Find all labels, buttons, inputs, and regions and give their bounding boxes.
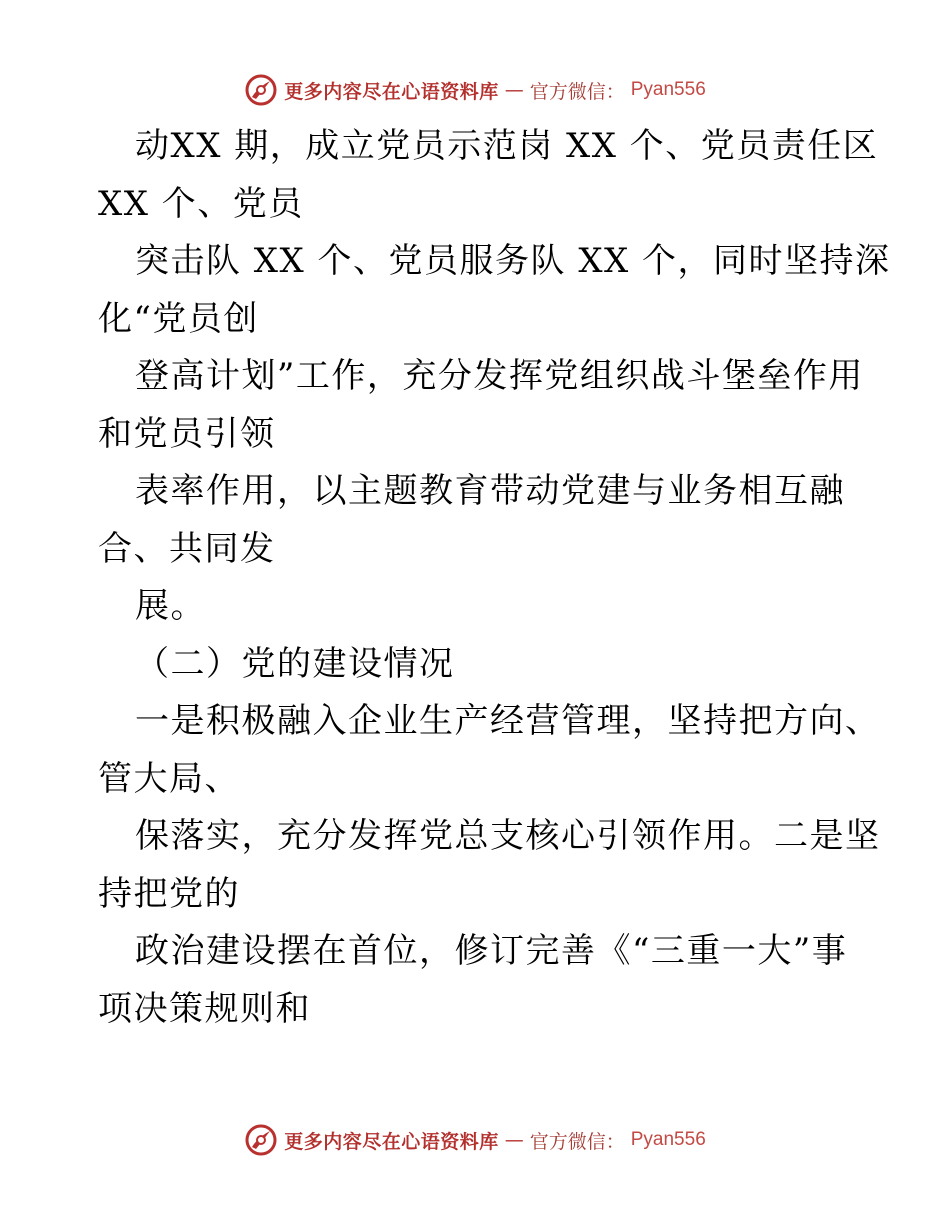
watermark-dash: —: [504, 1129, 524, 1151]
body-line: 管大局、: [98, 758, 240, 799]
brand-logo-icon: [244, 1123, 278, 1157]
section-heading: （二）党的建设情况: [135, 643, 455, 684]
body-line: 动XX 期，成立党员示范岗 XX 个、党员责任区: [135, 126, 879, 166]
watermark-main-text: 更多内容尽在心语资料库: [284, 80, 499, 103]
document-body: [98, 118, 891, 1038]
watermark-main-text: 更多内容尽在心语资料库: [284, 1130, 499, 1153]
body-line: 展。: [135, 586, 206, 626]
body-line: XX 个、党员: [98, 183, 304, 224]
watermark-id: Pyan556: [630, 1129, 706, 1150]
watermark-sub-text: 官方微信：: [529, 80, 625, 103]
body-line: 一是积极融入企业生产经营管理，坚持把方向、: [135, 701, 881, 741]
header-watermark: [0, 70, 950, 110]
body-line: 突击队 XX 个、党员服务队 XX 个，同时坚持深: [135, 241, 891, 281]
body-line: 和党员引领: [98, 413, 276, 454]
watermark-sub-text: 官方微信：: [529, 1130, 625, 1153]
body-line: 政治建设摆在首位，修订完善《“三重一大”事: [135, 931, 848, 971]
watermark-dash: —: [504, 79, 524, 101]
body-line: 化“党员创: [98, 298, 259, 339]
body-line: 保落实，充分发挥党总支核心引领作用。二是坚: [135, 816, 881, 856]
body-line: 合、共同发: [98, 528, 276, 569]
body-line: 表率作用，以主题教育带动党建与业务相互融: [135, 471, 845, 511]
body-line: 登高计划”工作，充分发挥党组织战斗堡垒作用: [135, 356, 864, 396]
watermark-id: Pyan556: [630, 79, 706, 100]
body-line: 项决策规则和: [98, 988, 311, 1029]
body-line: 持把党的: [98, 873, 240, 914]
brand-logo-icon: [244, 73, 278, 107]
footer-watermark: [0, 1120, 950, 1160]
